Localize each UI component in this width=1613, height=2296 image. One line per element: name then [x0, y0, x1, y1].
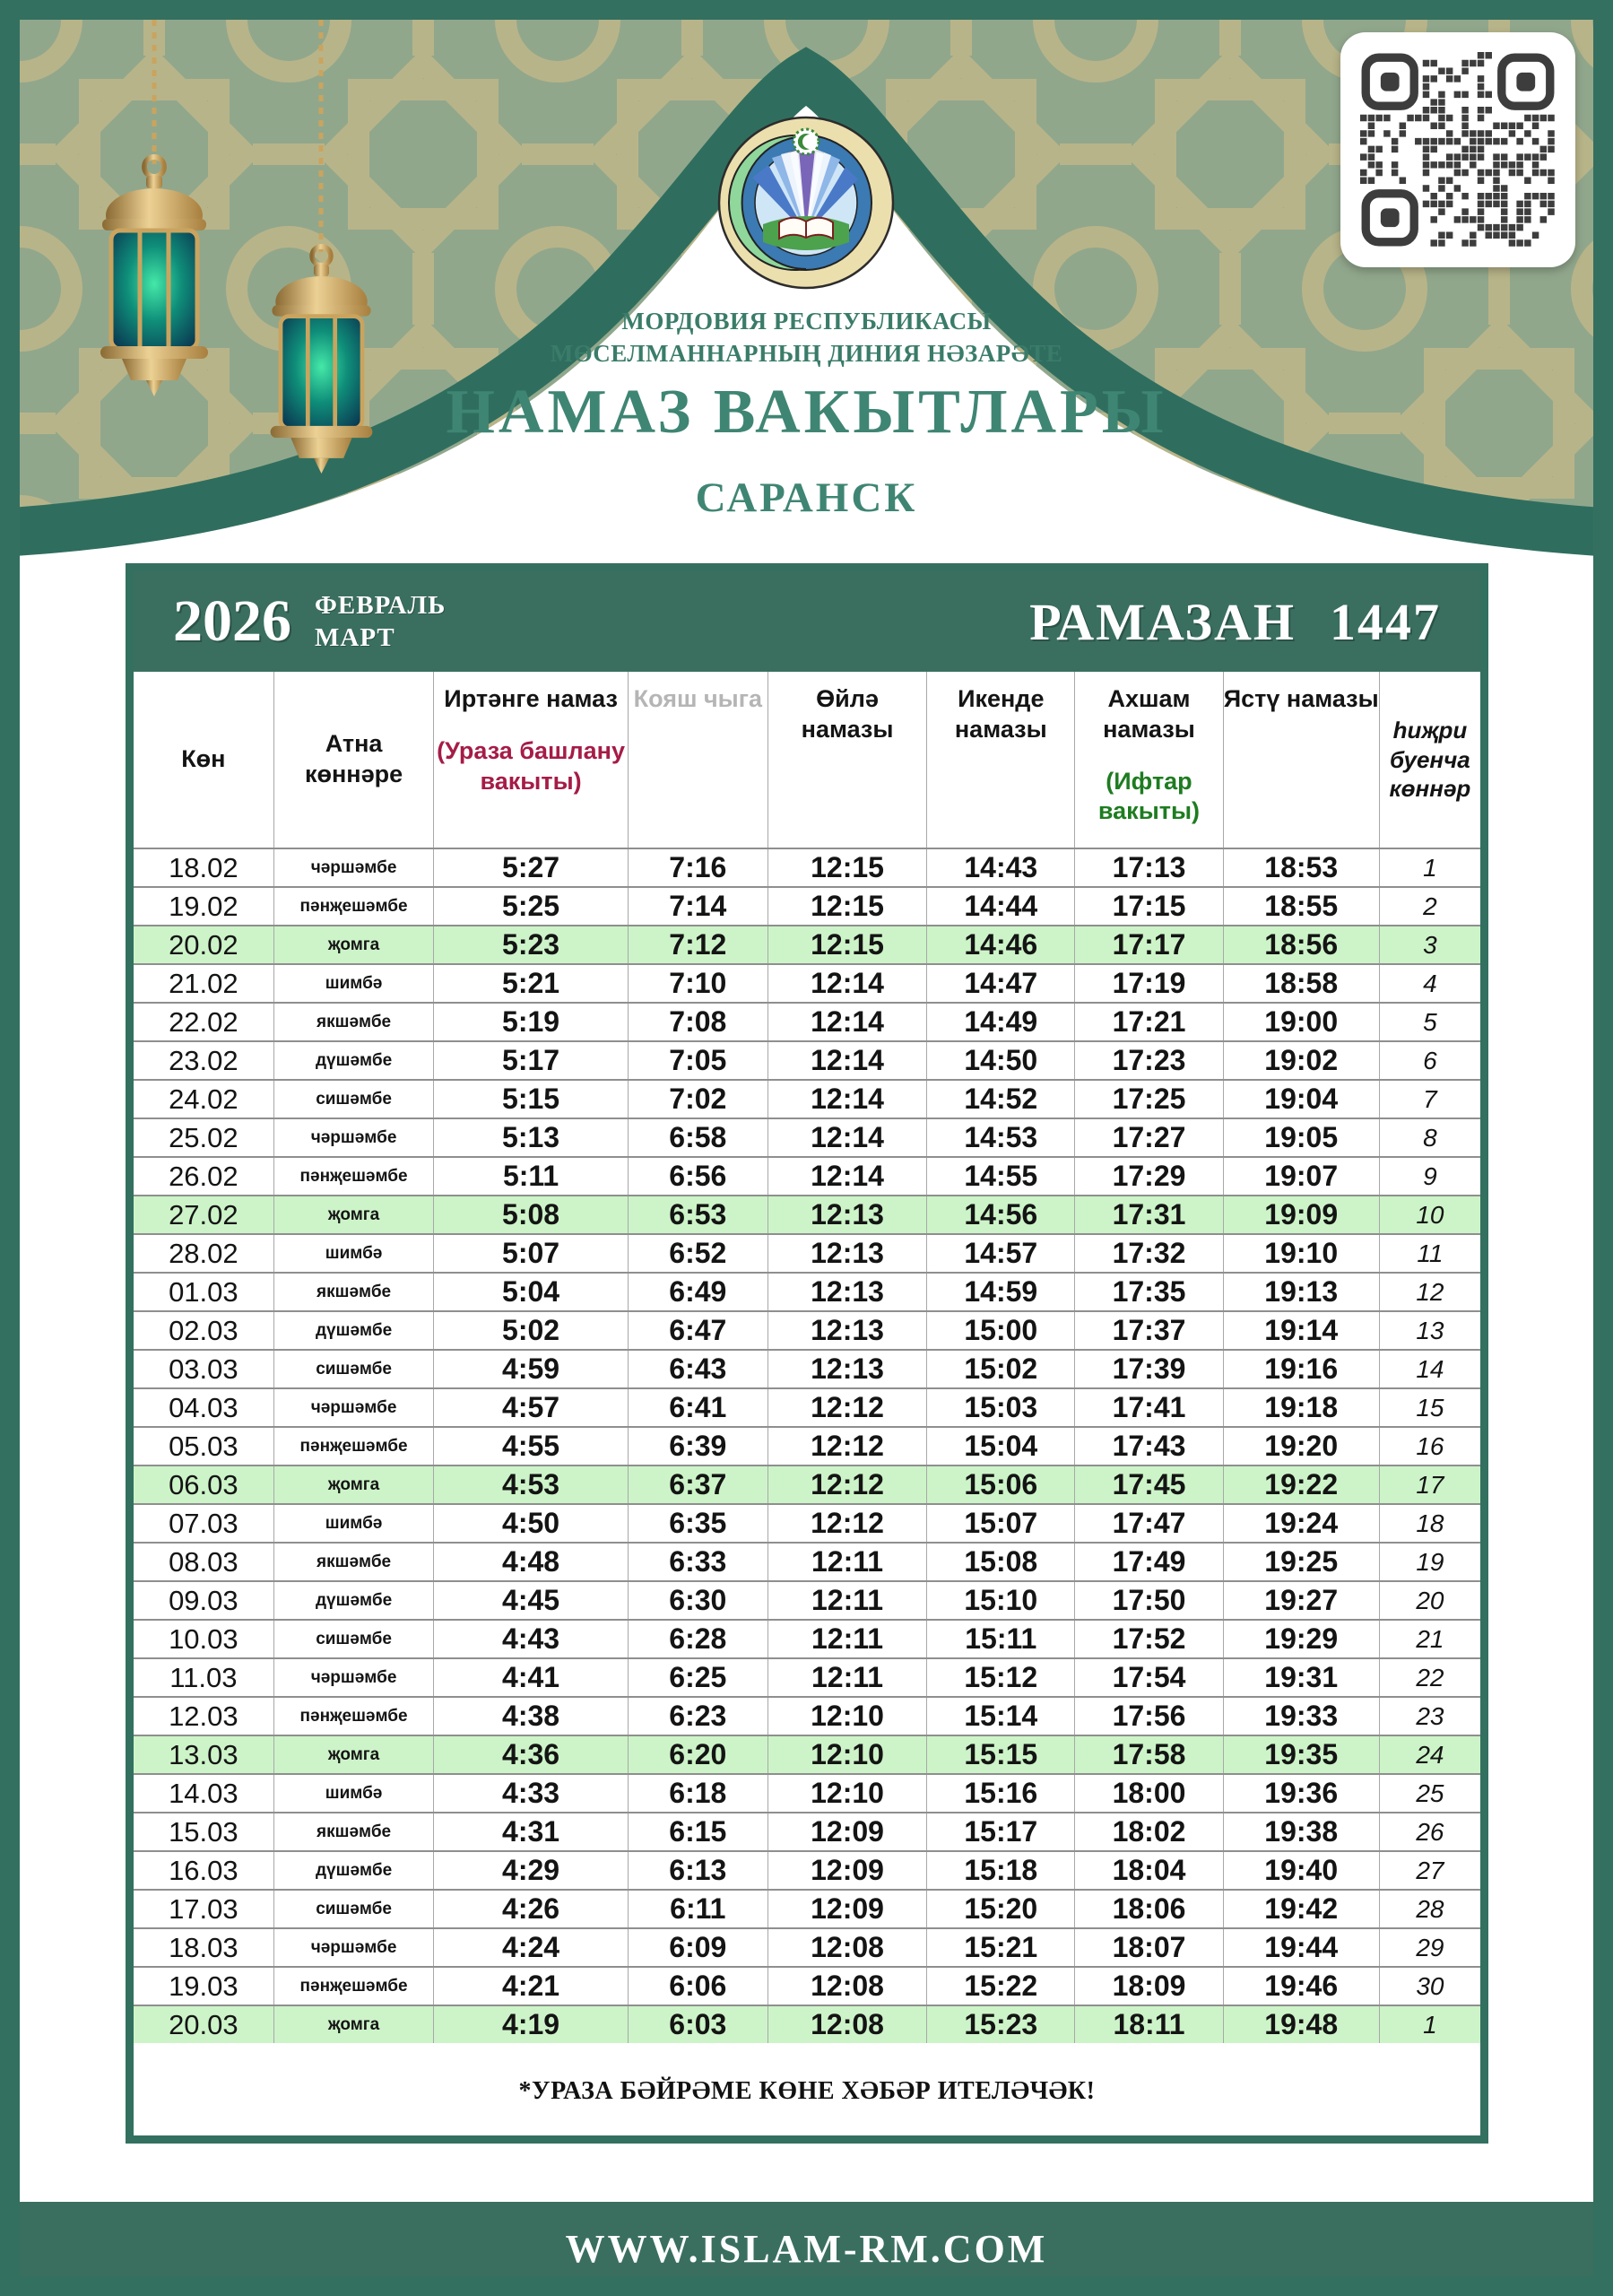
ramadan-label: РАМАЗАН 1447 — [1029, 592, 1441, 651]
qr-pattern — [1360, 52, 1556, 248]
table-row: 25.02 чәршәмбе 5:13 6:58 12:14 14:53 17:27 19:05 8 — [134, 1118, 1480, 1157]
table-row: 01.03 якшәмбе 5:04 6:49 12:13 14:59 17:35 19:13 12 — [134, 1273, 1480, 1311]
col-header-isha: Ястү намазы — [1223, 672, 1379, 848]
table-row: 06.03 җомга 4:53 6:37 12:12 15:06 17:45 19:22 17 — [134, 1465, 1480, 1504]
table-row: 20.03 җомга 4:19 6:03 12:08 15:23 18:11 19:48 1 — [134, 2005, 1480, 2043]
month-labels — [315, 589, 446, 655]
table-row: 22.02 якшәмбе 5:19 7:08 12:14 14:49 17:21 19:00 5 — [134, 1003, 1480, 1041]
month-february: ФЕВРАЛЬ — [315, 590, 447, 620]
col-header-day: Көн — [134, 672, 273, 848]
table-header-row — [134, 672, 1480, 848]
table-row: 18.03 чәршәмбе 4:24 6:09 12:08 15:21 18:07 19:44 29 — [134, 1928, 1480, 1967]
table-row: 14.03 шимбә 4:33 6:18 12:10 15:16 18:00 19:36 25 — [134, 1774, 1480, 1813]
table-row: 26.02 пәнҗешәмбе 5:11 6:56 12:14 14:55 17:29 19:07 9 — [134, 1157, 1480, 1196]
col-header-fajr: Иртәнге намаз (Ураза башлану вакыты) — [434, 672, 628, 848]
table-row: 16.03 дүшәмбе 4:29 6:13 12:09 15:18 18:04 19:40 27 — [134, 1851, 1480, 1890]
gregorian-year: 2026 — [173, 588, 291, 654]
table-row: 19.02 пәнҗешәмбе 5:25 7:14 12:15 14:44 17:15 18:55 2 — [134, 887, 1480, 926]
col-header-sunrise: Кояш чыга — [628, 672, 767, 848]
col-header-maghrib: Ахшам намазы (Ифтар вакыты) — [1075, 672, 1223, 848]
org-name — [20, 305, 1593, 370]
footnote: *УРАЗА БӘЙРӘМЕ КӨНЕ ХӘБӘР ИТЕЛӘЧӘК! — [518, 2077, 1096, 2105]
table-row: 09.03 дүшәмбе 4:45 6:30 12:11 15:10 17:50 19:27 20 — [134, 1581, 1480, 1620]
table-row: 24.02 сишәмбе 5:15 7:02 12:14 14:52 17:25 19:04 7 — [134, 1080, 1480, 1118]
table-row: 07.03 шимбә 4:50 6:35 12:12 15:07 17:47 19:24 18 — [134, 1504, 1480, 1543]
table-row: 05.03 пәнҗешәмбе 4:55 6:39 12:12 15:04 17:43 19:20 16 — [134, 1427, 1480, 1465]
prayer-times-table — [134, 672, 1480, 2043]
table-row: 03.03 сишәмбе 4:59 6:43 12:13 15:02 17:39 19:16 14 — [134, 1350, 1480, 1388]
table-row: 12.03 пәнҗешәмбе 4:38 6:23 12:10 15:14 17:56 19:33 23 — [134, 1697, 1480, 1735]
month-march: МАРТ — [315, 623, 395, 652]
table-row: 28.02 шимбә 5:07 6:52 12:13 14:57 17:32 19:10 11 — [134, 1234, 1480, 1273]
table-row: 27.02 җомга 5:08 6:53 12:13 14:56 17:31 19:09 10 — [134, 1196, 1480, 1234]
table-row: 08.03 якшәмбе 4:48 6:33 12:11 15:08 17:49 19:25 19 — [134, 1543, 1480, 1581]
city-name: САРАНСК — [695, 474, 918, 521]
org-line1: МОРДОВИЯ РЕСПУБЛИКАСЫ — [621, 308, 992, 335]
col-header-weekday: Атна көннәре — [273, 672, 434, 848]
table-row: 04.03 чәршәмбе 4:57 6:41 12:12 15:03 17:41 19:18 15 — [134, 1388, 1480, 1427]
footer-band — [0, 2202, 1613, 2296]
table-row: 20.02 җомга 5:23 7:12 12:15 14:46 17:17 18:56 3 — [134, 926, 1480, 964]
org-line2: МӨСЕЛМАННАРНЫҢ ДИНИЯ НӘЗАРӘТЕ — [550, 340, 1063, 368]
calendar-band — [134, 571, 1480, 672]
table-row: 15.03 якшәмбе 4:31 6:15 12:09 15:17 18:02 19:38 26 — [134, 1813, 1480, 1851]
website-url: WWW.ISLAM-RM.COM — [565, 2227, 1048, 2271]
table-row: 02.03 дүшәмбе 5:02 6:47 12:13 15:00 17:37 19:14 13 — [134, 1311, 1480, 1350]
col-header-hijri: һиҗри буенча көннәр — [1379, 672, 1480, 848]
table-row: 23.02 дүшәмбе 5:17 7:05 12:14 14:50 17:23 19:02 6 — [134, 1041, 1480, 1080]
hijri-year: 1447 — [1330, 592, 1441, 651]
page-title: НАМАЗ ВАКЫТЛАРЫ — [446, 378, 1167, 447]
table-row: 18.02 чәршәмбе 5:27 7:16 12:15 14:43 17:13 18:53 1 — [134, 848, 1480, 887]
table-row: 17.03 сишәмбе 4:26 6:11 12:09 15:20 18:06 19:42 28 — [134, 1890, 1480, 1928]
table-row: 19.03 пәнҗешәмбе 4:21 6:06 12:08 15:22 18:09 19:46 30 — [134, 1967, 1480, 2005]
col-header-asr: Икенде намазы — [927, 672, 1075, 848]
timetable-panel — [126, 563, 1488, 2144]
col-header-dhuhr: Өйлә намазы — [767, 672, 926, 848]
timetable-body — [134, 848, 1480, 2043]
table-row: 11.03 чәршәмбе 4:41 6:25 12:11 15:12 17:54 19:31 22 — [134, 1658, 1480, 1697]
table-row: 13.03 җомга 4:36 6:20 12:10 15:15 17:58 19:35 24 — [134, 1735, 1480, 1774]
table-row: 10.03 сишәмбе 4:43 6:28 12:11 15:11 17:52 19:29 21 — [134, 1620, 1480, 1658]
table-row: 21.02 шимбә 5:21 7:10 12:14 14:47 17:19 18:58 4 — [134, 964, 1480, 1003]
org-logo — [716, 115, 896, 291]
qr-code — [1340, 32, 1575, 267]
